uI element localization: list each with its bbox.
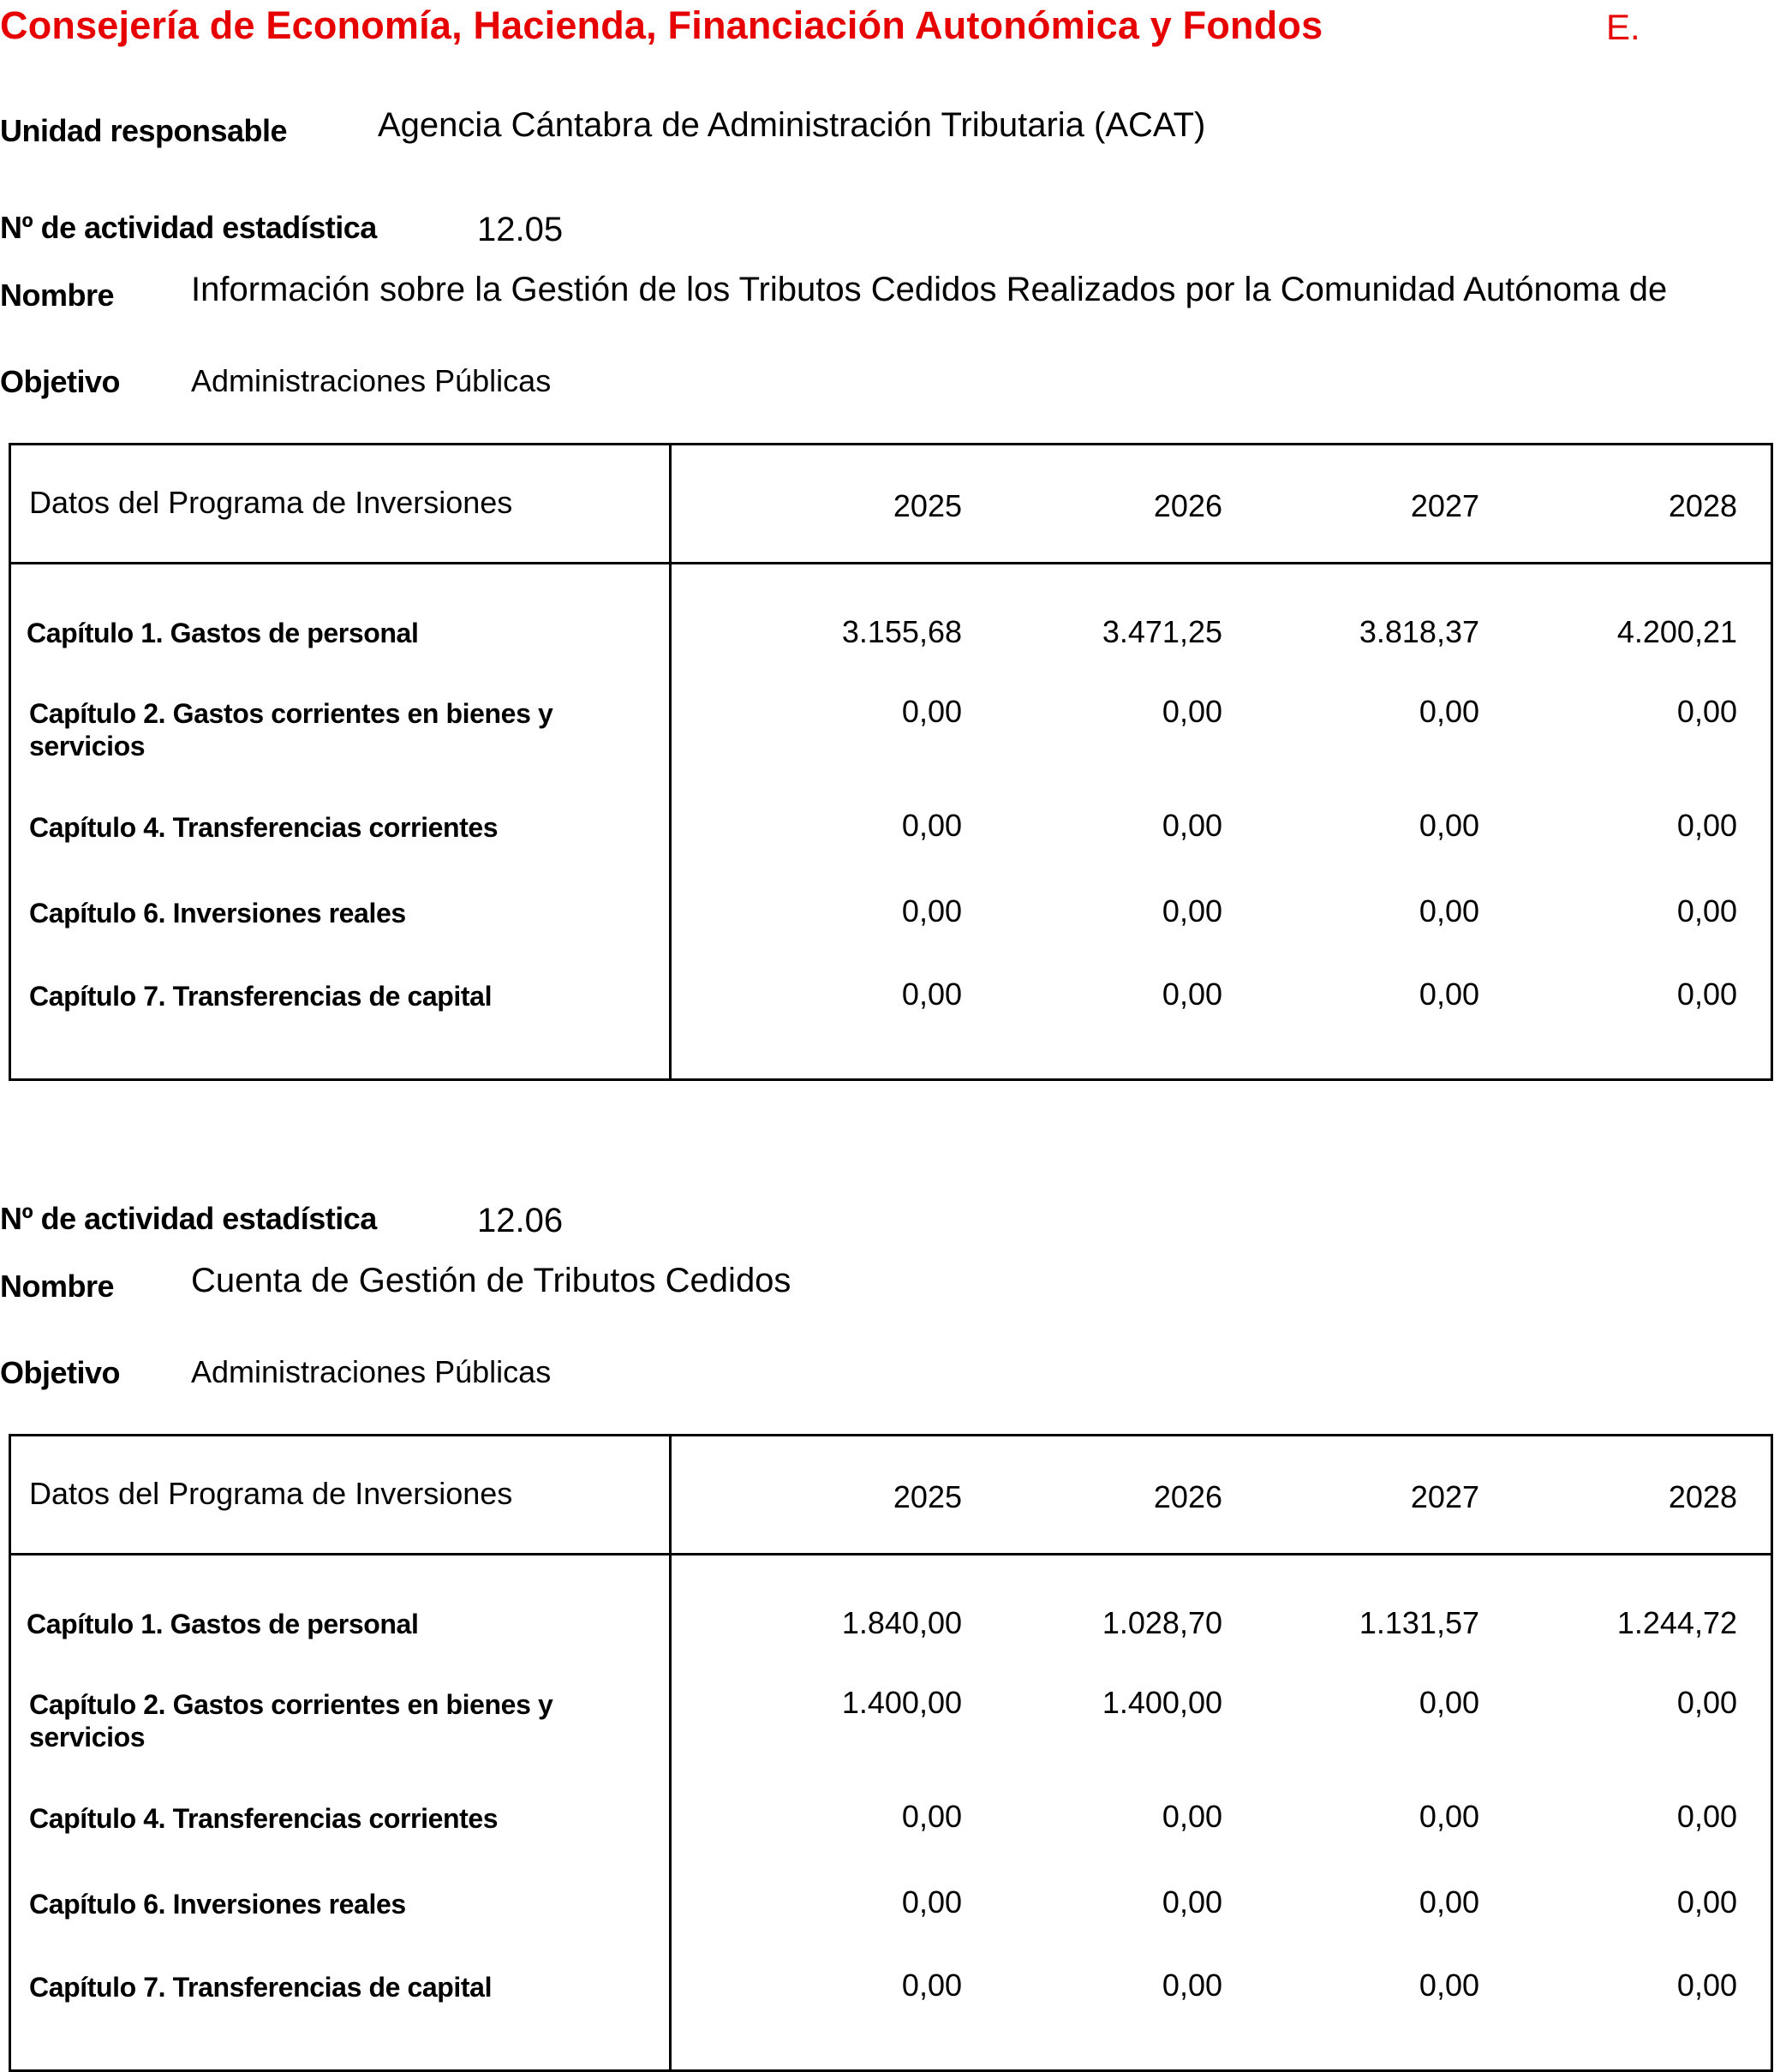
row-label: Capítulo 1. Gastos de personal [27,618,419,648]
row-label: Capítulo 7. Transferencias de capital [29,1972,493,2003]
table-cell: 0,00 [1162,694,1222,729]
table-cell: 3.471,25 [1102,614,1222,649]
table-cell: 0,00 [901,893,962,929]
table-cell: 0,00 [1162,976,1222,1012]
row-label: Capítulo 6. Inversiones reales [29,1889,406,1920]
table-cell: 0,00 [1676,893,1737,929]
table-cell: 0,00 [1162,1884,1222,1920]
activity-name: Cuenta de Gestión de Tributos Cedidos [191,1262,791,1299]
activity-number-label: Nº de actividad estadística [0,210,377,245]
activity-number-label: Nº de actividad estadística [0,1201,377,1236]
table-cell: 0,00 [1419,808,1479,843]
activity-objective-label: Objetivo [0,1355,121,1390]
row-label: Capítulo 7. Transferencias de capital [29,981,493,1012]
table-cell: 0,00 [1419,976,1479,1012]
table-cell: 0,00 [1162,1799,1222,1834]
year-header: 2027 [1410,488,1479,523]
activity-name-label: Nombre [0,278,115,313]
table-cell: 1.400,00 [1102,1685,1222,1720]
year-header: 2026 [1153,1479,1222,1514]
table-divider [669,445,672,1078]
table-cell: 0,00 [1419,1968,1479,2003]
table-cell: 1.244,72 [1616,1605,1737,1640]
row-label: Capítulo 1. Gastos de personal [27,1609,419,1639]
activity-objective-label: Objetivo [0,364,121,399]
table-divider [669,1436,672,2069]
year-header: 2028 [1668,488,1737,523]
table-cell: 3.818,37 [1359,614,1479,649]
year-header: 2026 [1153,488,1222,523]
activity-objective: Administraciones Públicas [191,363,552,398]
table-cell: 0,00 [901,694,962,729]
year-header: 2028 [1668,1479,1737,1514]
table-cell: 0,00 [1676,1884,1737,1920]
table-cell: 0,00 [1676,976,1737,1012]
table-cell: 1.400,00 [841,1685,962,1720]
table-cell: 3.155,68 [841,614,962,649]
table-cell: 1.131,57 [1359,1605,1479,1640]
activity-name-label: Nombre [0,1269,115,1304]
year-header: 2027 [1410,1479,1479,1514]
year-header: 2025 [893,488,962,523]
table-cell: 0,00 [1419,1884,1479,1920]
row-label: Capítulo 4. Transferencias corrientes [29,812,499,843]
table-cell: 0,00 [1676,1968,1737,2003]
investment-table [9,1434,1773,2072]
activity-name: Información sobre la Gestión de los Tributos Cedidos Realizados por la Comunidad Autónoma de [191,271,1668,308]
table-cell: 0,00 [1419,694,1479,729]
activity-number: 12.05 [477,211,564,248]
table-cell: 0,00 [1419,893,1479,929]
table-cell: 0,00 [901,976,962,1012]
row-label: Capítulo 2. Gastos corrientes en bienes y servicios [29,1689,553,1753]
table-header-label: Datos del Programa de Inversiones [29,1476,513,1511]
unit-label: Unidad responsable [0,113,288,148]
table-cell: 0,00 [901,1968,962,2003]
table-cell: 0,00 [901,1884,962,1920]
table-cell: 1.028,70 [1102,1605,1222,1640]
table-cell: 0,00 [1162,808,1222,843]
table-cell: 4.200,21 [1616,614,1737,649]
table-divider [11,562,1771,564]
table-cell: 0,00 [1162,1968,1222,2003]
table-cell: 0,00 [1419,1685,1479,1720]
row-label: Capítulo 4. Transferencias corrientes [29,1803,499,1834]
row-label: Capítulo 2. Gastos corrientes en bienes y servicios [29,698,553,761]
activity-objective: Administraciones Públicas [191,1354,552,1389]
table-cell: 0,00 [1162,893,1222,929]
table-cell: 0,00 [1676,694,1737,729]
investment-table [9,443,1773,1081]
table-cell: 0,00 [1676,1799,1737,1834]
table-cell: 1.840,00 [841,1605,962,1640]
activity-number: 12.06 [477,1202,564,1239]
table-cell: 0,00 [1676,1685,1737,1720]
table-cell: 0,00 [901,808,962,843]
section-code: E. [1606,7,1640,47]
year-header: 2025 [893,1479,962,1514]
table-header-label: Datos del Programa de Inversiones [29,485,513,520]
table-cell: 0,00 [1419,1799,1479,1834]
table-cell: 0,00 [901,1799,962,1834]
table-cell: 0,00 [1676,808,1737,843]
unit-value: Agencia Cántabra de Administración Tributaria (ACAT) [378,106,1206,144]
page-title: Consejería de Economía, Hacienda, Financiación Autonómica y Fondos [0,3,1323,47]
row-label: Capítulo 6. Inversiones reales [29,898,406,929]
table-divider [11,1553,1771,1555]
